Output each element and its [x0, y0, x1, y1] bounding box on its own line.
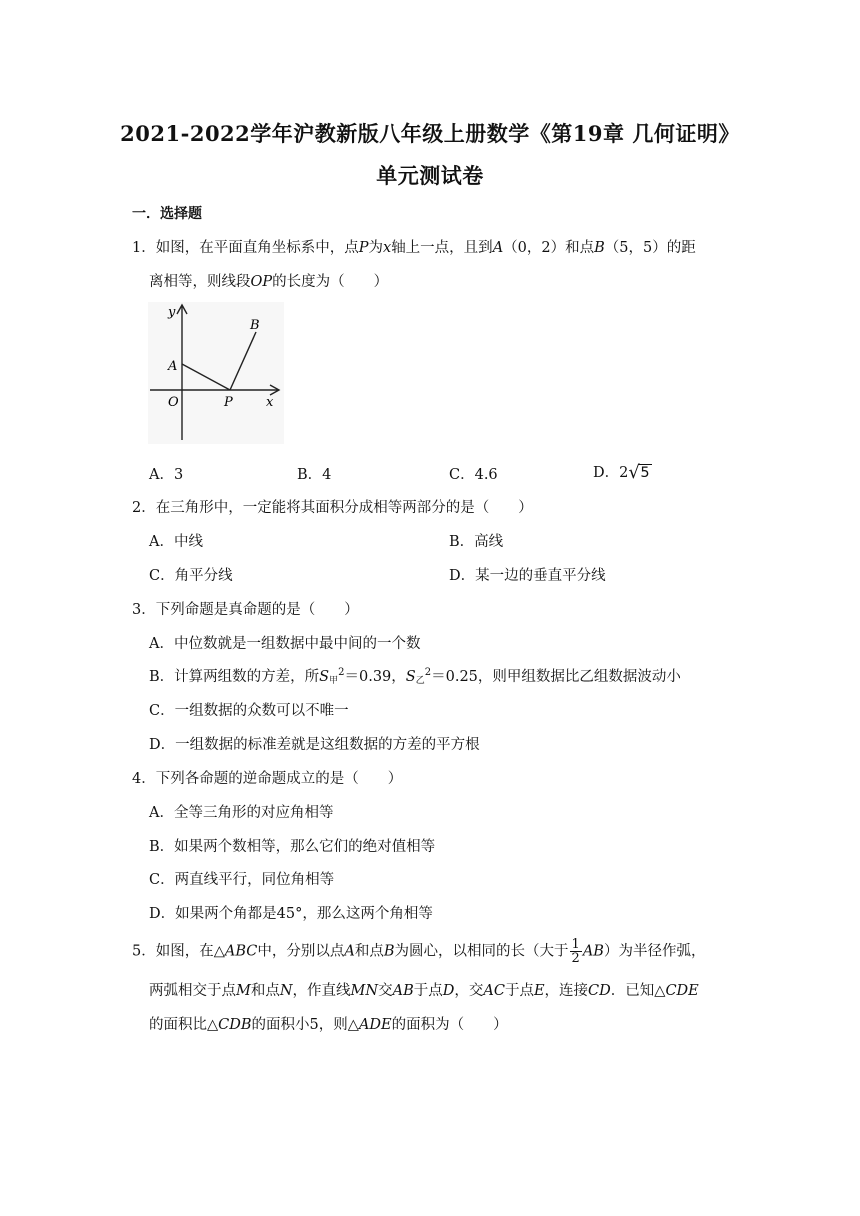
label-B: B [250, 318, 260, 333]
q3-option-d: D．一组数据的标准差就是这组数据的方差的平方根 [149, 737, 480, 753]
question-1-line-1: 1．如图，在平面直角坐标系中，点P为x轴上一点，且到A（0，2）和点B（5，5）的距 [132, 240, 696, 256]
q4-option-a: A．全等三角形的对应角相等 [149, 805, 334, 821]
q3-option-b: B．计算两组数的方差，所$S_甲^2=0.39$，$S_乙^2=0.25$，则甲组数据比乙组数据波动小 [149, 667, 681, 686]
sqrt-symbol: √ 5 [628, 462, 650, 483]
q4-option-b: B．如果两个数相等，那么它们的绝对值相等 [149, 839, 436, 855]
q4-option-d: D．如果两个角都是45°，那么这两个角相等 [149, 906, 433, 922]
q4-option-c: C．两直线平行，同位角相等 [149, 872, 335, 888]
q2-option-c: C．角平分线 [149, 568, 233, 584]
q2-option-d: D．某一边的垂直平分线 [449, 568, 606, 584]
coordinate-figure [148, 302, 284, 444]
question-5-line-3: 的面积比△CDB的面积小5，则△ADE的面积为（ ） [149, 1017, 508, 1033]
label-y: y [168, 305, 176, 320]
question-5-line-1: 5．如图，在△ABC中，分别以点A和点B为圆心，以相同的长（大于 $\frac{1}{2}$ AB）为半径作弧， [132, 937, 706, 966]
q3-option-a: A．中位数就是一组数据中最中间的一个数 [149, 636, 421, 652]
question-3: 3．下列命题是真命题的是（ ） [132, 602, 359, 618]
label-P: P [224, 395, 233, 410]
page-subtitle: 单元测试卷 [376, 163, 484, 188]
question-2: 2．在三角形中，一定能将其面积分成相等两部分的是（ ） [132, 500, 533, 516]
page-title: 2021-2022学年沪教新版八年级上册数学《第19章 几何证明》 [120, 121, 740, 146]
q1-option-c: C．4.6 [449, 467, 498, 483]
question-5-line-2: 两弧相交于点M和点N，作直线MN交AB于点D，交AC于点E，连接CD．已知△CDE [149, 983, 699, 999]
section-heading: 一．选择题 [132, 206, 202, 222]
q2-option-a: A．中线 [149, 534, 203, 550]
label-O: O [168, 395, 179, 410]
label-x: x [266, 395, 274, 410]
q1-option-d: D．2 √ 5 [593, 462, 650, 483]
q3-option-c: C．一组数据的众数可以不唯一 [149, 703, 349, 719]
q2-option-b: B．高线 [449, 534, 504, 550]
q1-option-b: B．4 [297, 467, 332, 483]
label-A: A [168, 359, 178, 374]
question-1-line-2: 离相等，则线段OP的长度为（ ） [149, 274, 389, 290]
fraction-one-half: $\frac{1}{2}$ [571, 937, 580, 966]
q1-option-a: A．3 [149, 467, 184, 483]
question-4: 4．下列各命题的逆命题成立的是（ ） [132, 771, 403, 787]
